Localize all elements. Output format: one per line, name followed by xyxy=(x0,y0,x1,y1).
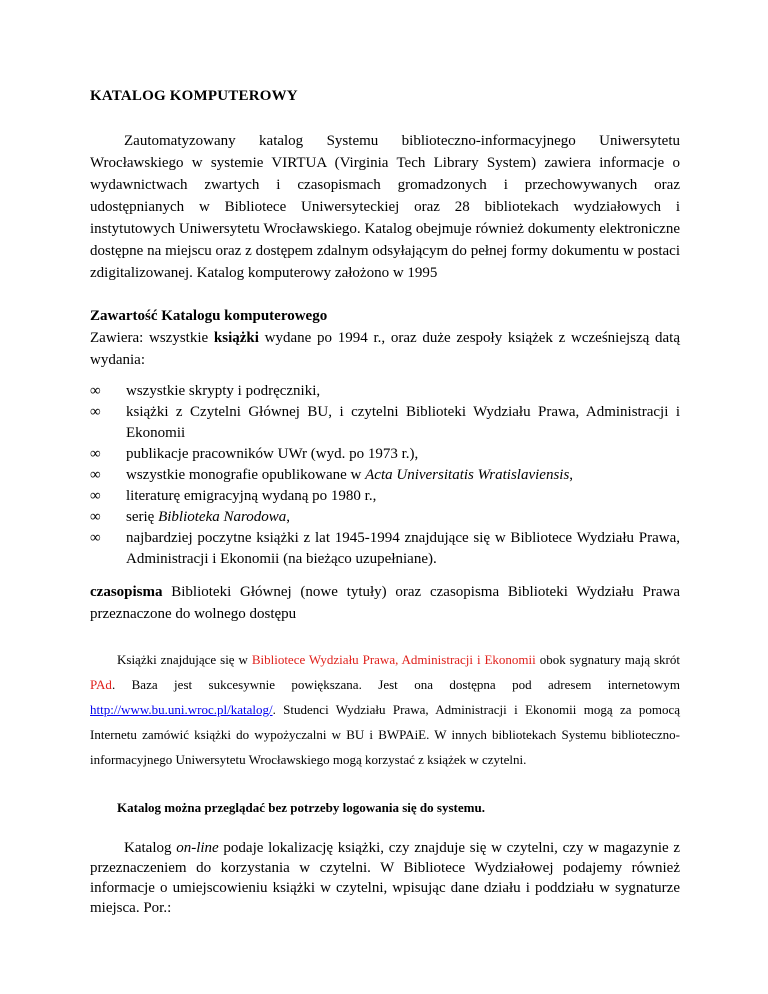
infinity-bullet-icon: ∞ xyxy=(90,488,101,504)
list-item-text: , xyxy=(286,509,291,525)
info-paragraph xyxy=(90,647,680,772)
info-text: . Baza jest sukcesywnie powiększana. Jest ona dostępna pod adresem internetowym xyxy=(111,677,680,692)
list-item-text: , xyxy=(569,467,574,483)
lead-text-after: wydane po 1994 r., oraz duże zespoły książek z wcześniejszą datą wydania: xyxy=(90,330,680,368)
abbreviation-highlight: PAd xyxy=(90,677,112,692)
czasopisma-bold: czasopisma xyxy=(90,584,163,600)
infinity-bullet-icon: ∞ xyxy=(90,383,101,399)
list-item-text: serię xyxy=(126,509,159,525)
online-text: podaje lokalizację książki, czy znajduje się w czytelni, czy w magazynie z przeznaczeniem do korzystania w czytelni. W Bibliotece Wydziałowej podajemy również informacje o umiejscowieniu książki w czytelni, wpisując dane działu i poddziału w sygnaturze miejsca. Por.: xyxy=(90,840,681,916)
list-item-italic: Acta Universitatis Wratislaviensis xyxy=(365,467,570,483)
online-paragraph xyxy=(90,838,680,918)
list-item-text: wszystkie skrypty i podręczniki, xyxy=(126,383,321,399)
lead-text-bold: książki xyxy=(213,330,259,346)
list-item-italic: Biblioteka Narodowa xyxy=(158,509,287,525)
info-text: . Studenci Wydziału Prawa, Administracji i Ekonomii mogą za pomocą Internetu zamówić książki do wypożyczalni w BU i BWPAiE. W innych bibliotekach Systemu biblioteczno-informacyjnego Uniwersytetu Wrocławskiego mogą korzystać z książek w czytelni. xyxy=(90,702,680,767)
infinity-bullet-icon: ∞ xyxy=(90,446,101,462)
list-item xyxy=(90,381,680,402)
infinity-bullet-icon: ∞ xyxy=(90,530,101,546)
list-item-text: książki z Czytelni Głównej BU, i czytelni Biblioteki Wydziału Prawa, Administracji i Ekonomii xyxy=(126,404,680,441)
section-title: Zawartość Katalogu komputerowego xyxy=(90,308,328,324)
list-item-text: wszystkie monografie opublikowane w xyxy=(126,467,366,483)
list-item-text: literaturę emigracyjną wydaną po 1980 r., xyxy=(126,488,377,504)
list-item xyxy=(90,486,680,507)
infinity-bullet-icon: ∞ xyxy=(90,509,101,525)
online-text: Katalog xyxy=(124,840,177,856)
catalog-link[interactable]: http://www.bu.uni.wroc.pl/katalog/ xyxy=(90,702,273,717)
info-text: Książki znajdujące się w xyxy=(117,652,252,667)
page-title: KATALOG KOMPUTEROWY xyxy=(90,88,298,104)
info-text: obok sygnatury mają skrót xyxy=(535,652,680,667)
list-item-text: najbardziej poczytne książki z lat 1945-1994 znajdujące się w Bibliotece Wydziału Prawa, Administracji i Ekonomii (na bieżąco uzupełniane). xyxy=(126,530,680,567)
czasopisma-text: Biblioteki Głównej (nowe tytuły) oraz czasopisma Biblioteki Wydziału Prawa przeznaczone do wolnego dostępu xyxy=(90,584,680,622)
list-item xyxy=(90,444,680,465)
library-name-highlight: Bibliotece Wydziału Prawa, Administracji i Ekonomii xyxy=(251,652,536,667)
lead-text-before: Zawiera: wszystkie xyxy=(90,330,214,346)
intro-paragraph: Zautomatyzowany katalog Systemu biblioteczno-informacyjnego Uniwersytetu Wrocławskiego w systemie VIRTUA (Virginia Tech Library System) zawiera informacje o wydawnictwach zwartych i czasopismach gromadzonych i przechowywanych oraz udostępnianych w Bibliotece Uniwersyteckiej oraz 28 bibliotekach wydziałowych i instytutowych Uniwersytetu Wrocławskiego. Katalog obejmuje również dokumenty elektroniczne dostępne na miejscu oraz z dostępem zdalnym odsyłającym do pełnej formy dokumentu w postaci zdigitalizowanej. Katalog komputerowy założono w 1995 xyxy=(90,133,680,281)
list-item xyxy=(90,465,680,486)
online-italic: on-line xyxy=(176,840,219,856)
infinity-bullet-icon: ∞ xyxy=(90,404,101,420)
czasopisma-paragraph xyxy=(90,581,680,625)
list-item-text: publikacje pracowników UWr (wyd. po 1973 r.), xyxy=(126,446,419,462)
content-list xyxy=(90,381,680,570)
section-lead xyxy=(90,327,680,371)
list-item xyxy=(90,402,680,444)
login-notice: Katalog można przeglądać bez potrzeby logowania się do systemu. xyxy=(117,800,485,815)
list-item xyxy=(90,528,680,570)
infinity-bullet-icon: ∞ xyxy=(90,467,101,483)
list-item xyxy=(90,507,680,528)
